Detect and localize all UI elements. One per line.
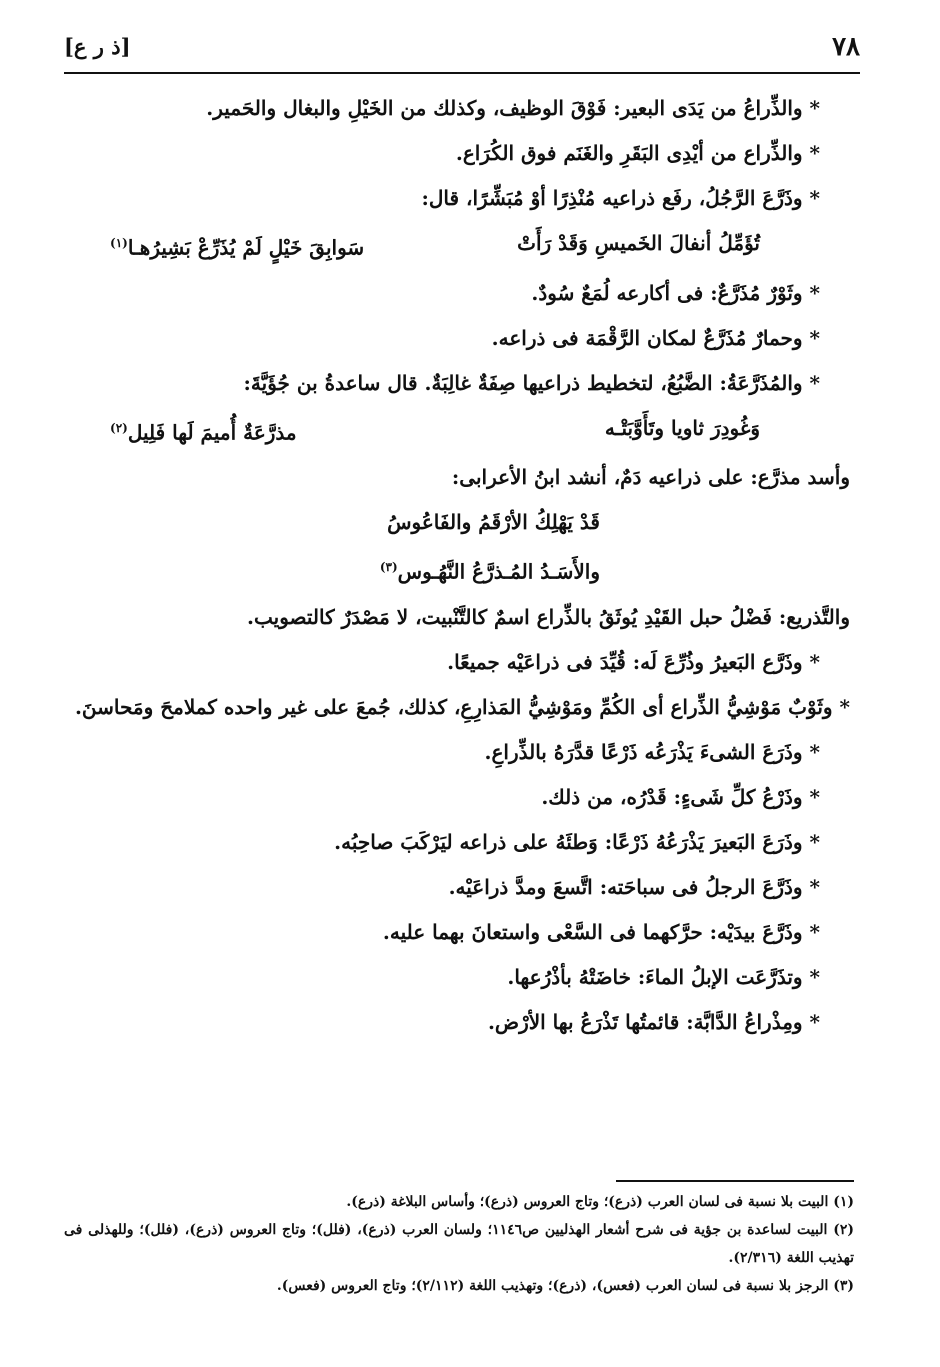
root-heading: [ذ ر ع] <box>64 34 131 59</box>
footnote: (٢) البيت لساعدة بن جؤية فى شرح أشعار الهذليين ص١١٤٦؛ ولسان العرب (ذرع)، (فلل)؛ وتاج العروس (ذرع)، (فلل)؛ وللهذلى فى تهذيب اللغة (٢/٣١٦). <box>64 1222 854 1266</box>
verse-hemistich-left <box>110 221 364 271</box>
rajaz-line-text: والأَسَـدُ المُـذرَّعُ النَّهُـوس <box>397 559 600 584</box>
entry-line: * وذَرْعُ كلِّ شَىءٍ: قَدْرُه، من ذلك. <box>541 784 820 809</box>
entry-line: * وثَوْرٌ مُذَرَّعٌ: فى أكارعه لُمَعٌ سُودٌ. <box>531 280 820 305</box>
footnote-marker: (٢) <box>110 420 128 435</box>
footnotes <box>64 1188 854 1300</box>
verse-hemistich-left-text: سَوابِقَ خَيْلٍ لَمْ يُذَرِّعْ بَشِيرُهـا <box>127 235 365 260</box>
page-header <box>64 30 860 74</box>
entry-line: * وذَرَعَ الشىءَ يَذْرَعُه ذَرْعًا قدَّرَهُ بالذِّراعِ. <box>484 739 820 764</box>
verse-line <box>80 406 820 456</box>
rajaz-line <box>80 545 820 595</box>
verse-hemistich-right: تُؤَمِّلُ أنفالَ الخَميسِ وَقَدْ رَأَتْ <box>517 231 760 255</box>
verse-line <box>80 221 820 271</box>
verse-hemistich-left-text: مذرَّعَةٌ أُميمَ لَها فَلِيل <box>127 420 297 445</box>
entry-line: * وذَرَّعَ الرجلُ فى سباحَته: اتَّسعَ ومدَّ ذراعَيْه. <box>448 874 820 899</box>
entry-paragraph: * وثَوْبٌ مَوْشِيُّ الذِّراع أى الكُمِّ ومَوْشِيُّ المَذارِعِ، كذلك، جُمعَ على غير واحده كملامحَ ومَحاسنَ. <box>74 694 850 719</box>
footnote-marker: (٣) <box>379 560 398 575</box>
entry-line: والتَّذريع: فَضْلُ حبل القَيْدِ يُوثَقُ بالذِّراع اسمٌ كالتَّنْبيت، لا مَصْدَرٌ كالتصويب. <box>247 604 850 629</box>
entry-line: * والذِّراعُ من يَدَى البعير: فَوْقَ الوظيف، وكذلك من الخَيْلِ والبغال والحَمير. <box>206 96 820 120</box>
entry-line: * وحمارٌ مُذَرَّعٌ لمكان الرَّقْمَة فى ذراعه. <box>491 325 820 350</box>
footnote-rule <box>616 1180 854 1182</box>
entry-line: * وذَرَّعَ بيدَيْه: حرَّكهما فى السَّعْى واستعانَ بهما عليه. <box>382 919 820 944</box>
rajaz-line: قَدْ يَهْلِكُ الأرْقَمُ والفَاعُوسُ <box>387 510 600 535</box>
footnote-marker: (١) <box>110 236 128 250</box>
footnote: (٣) الرجز بلا نسبة فى لسان العرب (فعس)، (ذرع)؛ وتهذيب اللغة (٢/١١٢)؛ وتاج العروس (فعس). <box>276 1278 854 1294</box>
page-number: ٧٨ <box>832 32 860 62</box>
verse-hemistich-left <box>110 406 297 456</box>
verse-hemistich-right: وَغُودِرَ ثاويا وتَأَوَّبَتْـه <box>604 415 760 440</box>
header-rule <box>64 72 860 74</box>
entry-line: * والمُذَرَّعَةُ: الضَّبُعُ، لتخطيط ذراعيها صِفَةٌ غالِبَةٌ. قال ساعدةُ بن جُؤَيَّةَ: <box>243 370 820 395</box>
entry-line: * وتذَرَّعَت الإبلُ الماءَ: خاضَتْهُ بأذْرُعها. <box>507 964 820 989</box>
dictionary-body <box>74 86 850 1045</box>
entry-line: * والذِّراع من أيْدِى البَقَرِ والغَنَم فوق الكُرَاع. <box>455 141 820 165</box>
entry-line: * ومِذْراعُ الدَّابَّة: قائمتُها تَذْرَعُ بها الأرْض. <box>487 1009 820 1034</box>
entry-line: * وذَرَّع البَعيرُ وذُرِّعَ لَه: قُيِّدَ فى ذراعَيْه جميعًا. <box>447 649 820 674</box>
entry-line: وأسد مذرَّع: على ذراعيه دَمٌ، أنشد ابنُ الأعرابى: <box>451 465 850 490</box>
entry-line: * وذَرَّعَ الرَّجُلُ، رفَع ذراعيه مُنْذِرًا أوْ مُبَشِّرًا، قال: <box>421 186 820 210</box>
footnote: (١) البيت بلا نسبة فى لسان العرب (ذرع)؛ وتاج العروس (ذرع)؛ وأساس البلاغة (ذرع). <box>346 1194 854 1210</box>
entry-line: * وذَرَعَ البَعيرَ يَذْرَعُهُ ذَرْعًا: وَطئَهُ على ذراعه ليَرْكَبَ صاحِبُه. <box>334 829 820 854</box>
